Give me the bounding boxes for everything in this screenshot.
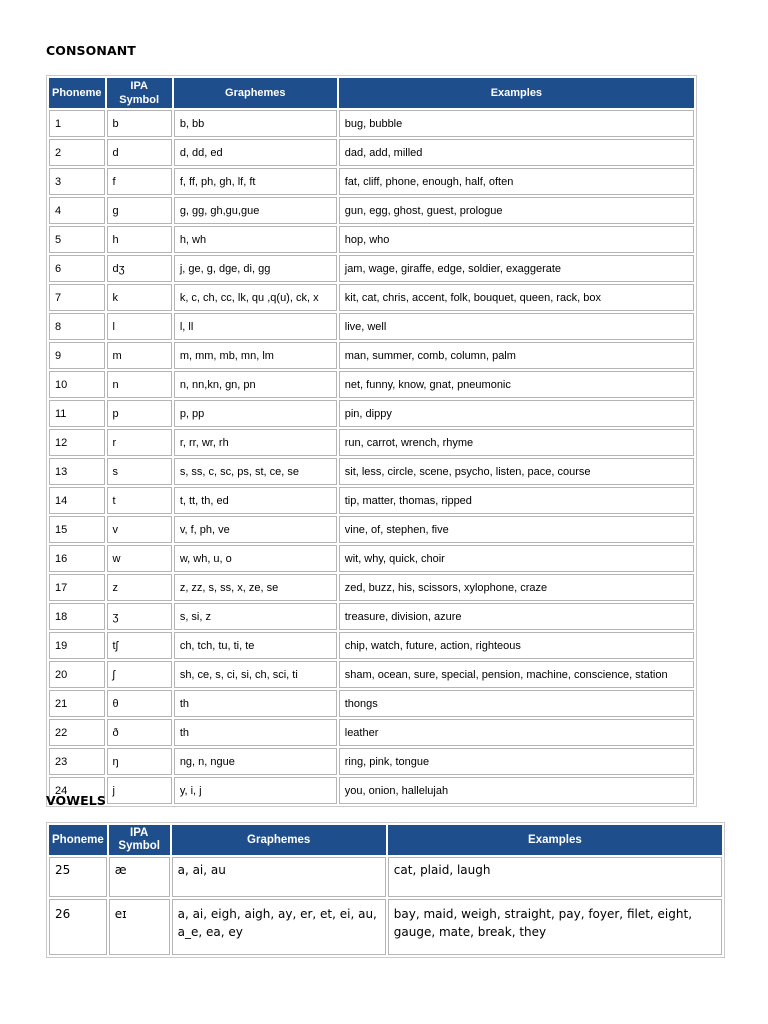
graphemes-cell: g, gg, gh,gu,gue xyxy=(174,197,337,224)
table-row xyxy=(49,255,694,282)
phoneme-cell: 18 xyxy=(49,603,105,630)
column-header-ipa-symbol: IPA Symbol xyxy=(109,825,170,855)
ipa-symbol-cell: eɪ xyxy=(109,899,170,955)
examples-cell: live, well xyxy=(339,313,694,340)
phoneme-cell: 16 xyxy=(49,545,105,572)
consonant-section-title: CONSONANT xyxy=(46,43,136,58)
table-row xyxy=(49,516,694,543)
column-header-examples: Examples xyxy=(339,78,694,108)
table-row xyxy=(49,342,694,369)
ipa-symbol-cell: m xyxy=(107,342,172,369)
consonant-header-row xyxy=(49,78,694,108)
examples-cell: dad, add, milled xyxy=(339,139,694,166)
table-row xyxy=(49,400,694,427)
ipa-symbol-cell: l xyxy=(107,313,172,340)
graphemes-cell: th xyxy=(174,719,337,746)
ipa-symbol-cell: k xyxy=(107,284,172,311)
ipa-symbol-cell: z xyxy=(107,574,172,601)
table-row xyxy=(49,487,694,514)
phoneme-cell: 9 xyxy=(49,342,105,369)
table-row xyxy=(49,371,694,398)
ipa-symbol-cell: ð xyxy=(107,719,172,746)
ipa-symbol-cell: r xyxy=(107,429,172,456)
graphemes-cell: m, mm, mb, mn, lm xyxy=(174,342,337,369)
phoneme-cell: 5 xyxy=(49,226,105,253)
table-row xyxy=(49,139,694,166)
phoneme-cell: 20 xyxy=(49,661,105,688)
vowels-table-body xyxy=(49,857,722,955)
examples-cell: treasure, division, azure xyxy=(339,603,694,630)
graphemes-cell: s, si, z xyxy=(174,603,337,630)
graphemes-cell: a, ai, eigh, aigh, ay, er, et, ei, au, a_e, ea, ey xyxy=(172,899,386,955)
phoneme-cell: 15 xyxy=(49,516,105,543)
graphemes-cell: w, wh, u, o xyxy=(174,545,337,572)
examples-cell: sham, ocean, sure, special, pension, machine, conscience, station xyxy=(339,661,694,688)
phoneme-cell: 23 xyxy=(49,748,105,775)
table-row xyxy=(49,574,694,601)
table-row xyxy=(49,197,694,224)
examples-cell: bay, maid, weigh, straight, pay, foyer, filet, eight, gauge, mate, break, they xyxy=(388,899,722,955)
phoneme-cell: 22 xyxy=(49,719,105,746)
phoneme-cell: 12 xyxy=(49,429,105,456)
examples-cell: bug, bubble xyxy=(339,110,694,137)
examples-cell: leather xyxy=(339,719,694,746)
table-row xyxy=(49,545,694,572)
table-row xyxy=(49,899,722,955)
examples-cell: zed, buzz, his, scissors, xylophone, craze xyxy=(339,574,694,601)
graphemes-cell: p, pp xyxy=(174,400,337,427)
ipa-symbol-cell: t xyxy=(107,487,172,514)
examples-cell: cat, plaid, laugh xyxy=(388,857,722,897)
table-row xyxy=(49,690,694,717)
examples-cell: tip, matter, thomas, ripped xyxy=(339,487,694,514)
ipa-symbol-cell: w xyxy=(107,545,172,572)
vowels-table xyxy=(46,822,725,958)
graphemes-cell: a, ai, au xyxy=(172,857,386,897)
ipa-symbol-cell: b xyxy=(107,110,172,137)
ipa-symbol-cell: j xyxy=(107,777,172,804)
graphemes-cell: h, wh xyxy=(174,226,337,253)
table-row xyxy=(49,313,694,340)
vowels-header-row xyxy=(49,825,722,855)
table-row xyxy=(49,284,694,311)
phoneme-cell: 25 xyxy=(49,857,107,897)
graphemes-cell: r, rr, wr, rh xyxy=(174,429,337,456)
graphemes-cell: b, bb xyxy=(174,110,337,137)
examples-cell: wit, why, quick, choir xyxy=(339,545,694,572)
phoneme-cell: 8 xyxy=(49,313,105,340)
ipa-symbol-cell: p xyxy=(107,400,172,427)
examples-cell: pin, dippy xyxy=(339,400,694,427)
table-row xyxy=(49,429,694,456)
consonant-table xyxy=(46,75,697,807)
vowels-section-title: VOWELS xyxy=(46,793,106,808)
phoneme-cell: 3 xyxy=(49,168,105,195)
examples-cell: net, funny, know, gnat, pneumonic xyxy=(339,371,694,398)
ipa-symbol-cell: h xyxy=(107,226,172,253)
graphemes-cell: ch, tch, tu, ti, te xyxy=(174,632,337,659)
graphemes-cell: n, nn,kn, gn, pn xyxy=(174,371,337,398)
phoneme-cell: 11 xyxy=(49,400,105,427)
phoneme-cell: 26 xyxy=(49,899,107,955)
phoneme-cell: 17 xyxy=(49,574,105,601)
phoneme-cell: 2 xyxy=(49,139,105,166)
ipa-symbol-cell: s xyxy=(107,458,172,485)
phoneme-cell: 1 xyxy=(49,110,105,137)
graphemes-cell: d, dd, ed xyxy=(174,139,337,166)
phoneme-cell: 14 xyxy=(49,487,105,514)
table-row xyxy=(49,226,694,253)
examples-cell: fat, cliff, phone, enough, half, often xyxy=(339,168,694,195)
phoneme-cell: 13 xyxy=(49,458,105,485)
phoneme-cell: 4 xyxy=(49,197,105,224)
table-row xyxy=(49,632,694,659)
ipa-symbol-cell: dʒ xyxy=(107,255,172,282)
table-row xyxy=(49,110,694,137)
examples-cell: man, summer, comb, column, palm xyxy=(339,342,694,369)
graphemes-cell: y, i, j xyxy=(174,777,337,804)
phoneme-cell: 21 xyxy=(49,690,105,717)
table-row xyxy=(49,661,694,688)
ipa-symbol-cell: v xyxy=(107,516,172,543)
column-header-phoneme: Phoneme xyxy=(49,78,105,108)
examples-cell: thongs xyxy=(339,690,694,717)
table-row xyxy=(49,857,722,897)
ipa-symbol-cell: d xyxy=(107,139,172,166)
graphemes-cell: th xyxy=(174,690,337,717)
ipa-symbol-cell: ʒ xyxy=(107,603,172,630)
examples-cell: hop, who xyxy=(339,226,694,253)
graphemes-cell: s, ss, c, sc, ps, st, ce, se xyxy=(174,458,337,485)
graphemes-cell: f, ff, ph, gh, lf, ft xyxy=(174,168,337,195)
examples-cell: run, carrot, wrench, rhyme xyxy=(339,429,694,456)
examples-cell: kit, cat, chris, accent, folk, bouquet, queen, rack, box xyxy=(339,284,694,311)
graphemes-cell: j, ge, g, dge, di, gg xyxy=(174,255,337,282)
table-row xyxy=(49,719,694,746)
examples-cell: chip, watch, future, action, righteous xyxy=(339,632,694,659)
graphemes-cell: v, f, ph, ve xyxy=(174,516,337,543)
ipa-symbol-cell: θ xyxy=(107,690,172,717)
graphemes-cell: ng, n, ngue xyxy=(174,748,337,775)
graphemes-cell: sh, ce, s, ci, si, ch, sci, ti xyxy=(174,661,337,688)
graphemes-cell: l, ll xyxy=(174,313,337,340)
graphemes-cell: t, tt, th, ed xyxy=(174,487,337,514)
examples-cell: you, onion, hallelujah xyxy=(339,777,694,804)
ipa-symbol-cell: ʃ xyxy=(107,661,172,688)
consonant-table-body xyxy=(49,110,694,804)
ipa-symbol-cell: æ xyxy=(109,857,170,897)
column-header-graphemes: Graphemes xyxy=(172,825,386,855)
examples-cell: vine, of, stephen, five xyxy=(339,516,694,543)
examples-cell: ring, pink, tongue xyxy=(339,748,694,775)
column-header-ipa-symbol: IPA Symbol xyxy=(107,78,172,108)
column-header-examples: Examples xyxy=(388,825,722,855)
graphemes-cell: k, c, ch, cc, lk, qu ,q(u), ck, x xyxy=(174,284,337,311)
ipa-symbol-cell: f xyxy=(107,168,172,195)
examples-cell: jam, wage, giraffe, edge, soldier, exaggerate xyxy=(339,255,694,282)
phoneme-cell: 24 xyxy=(49,777,105,804)
ipa-symbol-cell: ŋ xyxy=(107,748,172,775)
phoneme-cell: 19 xyxy=(49,632,105,659)
table-row xyxy=(49,603,694,630)
table-row xyxy=(49,458,694,485)
examples-cell: sit, less, circle, scene, psycho, listen, pace, course xyxy=(339,458,694,485)
table-row xyxy=(49,748,694,775)
phoneme-cell: 10 xyxy=(49,371,105,398)
column-header-phoneme: Phoneme xyxy=(49,825,107,855)
table-row xyxy=(49,777,694,804)
phoneme-cell: 6 xyxy=(49,255,105,282)
table-row xyxy=(49,168,694,195)
column-header-graphemes: Graphemes xyxy=(174,78,337,108)
ipa-symbol-cell: n xyxy=(107,371,172,398)
phoneme-cell: 7 xyxy=(49,284,105,311)
ipa-symbol-cell: g xyxy=(107,197,172,224)
ipa-symbol-cell: tʃ xyxy=(107,632,172,659)
graphemes-cell: z, zz, s, ss, x, ze, se xyxy=(174,574,337,601)
examples-cell: gun, egg, ghost, guest, prologue xyxy=(339,197,694,224)
